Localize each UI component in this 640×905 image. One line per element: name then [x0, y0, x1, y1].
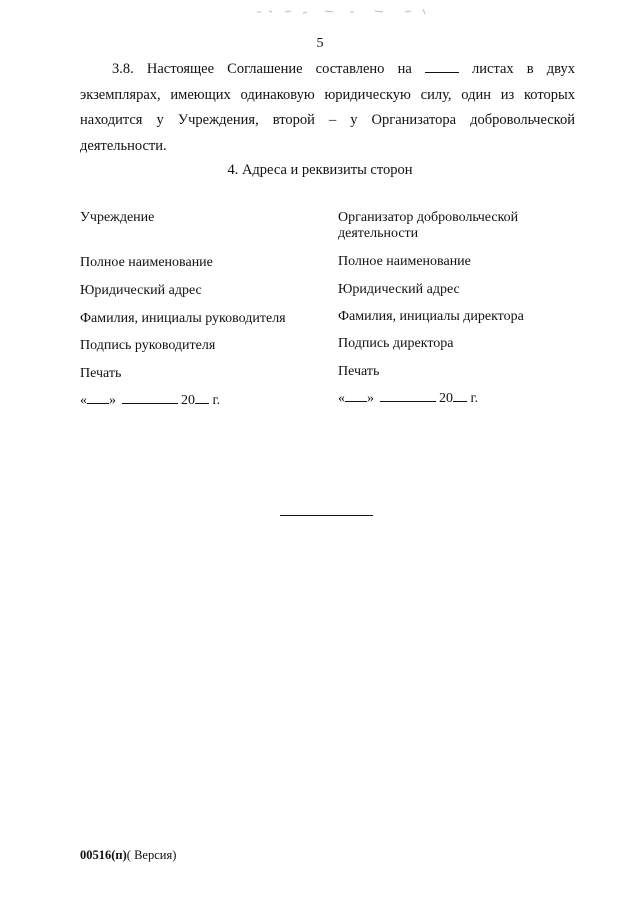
date-day-blank — [345, 401, 367, 402]
date-quote-close: » — [367, 391, 374, 406]
scan-noise-mark — [255, 6, 435, 16]
organizer-full-name: Полное наименование — [338, 254, 471, 269]
institution-stamp: Печать — [80, 366, 122, 381]
organizer-legal-address: Юридический адрес — [338, 282, 460, 297]
date-quote-open: « — [80, 393, 87, 408]
organizer-stamp: Печать — [338, 364, 380, 379]
organizer-party: Организатор добровольческой деятельности — [338, 210, 519, 241]
organizer-head-name: Фамилия, инициалы директора — [338, 309, 524, 324]
institution-full-name: Полное наименование — [80, 255, 213, 270]
date-month-blank — [122, 403, 178, 404]
end-separator-line — [280, 515, 373, 516]
date-quote-close: » — [109, 393, 116, 408]
institution-legal-address: Юридический адрес — [80, 283, 202, 298]
document-version: ( Версия) — [126, 848, 177, 862]
date-year-prefix: 20 — [439, 391, 453, 406]
organizer-signature: Подпись директора — [338, 336, 454, 351]
date-year-blank — [195, 403, 209, 404]
institution-party: Учреждение — [80, 210, 155, 225]
institution-signature: Подпись руководителя — [80, 338, 216, 353]
date-quote-open: « — [338, 391, 345, 406]
date-day-blank — [87, 403, 109, 404]
sheets-blank — [425, 72, 459, 73]
institution-head-name: Фамилия, инициалы руководителя — [80, 311, 286, 326]
document-code: 00516(п) — [80, 848, 127, 862]
date-year-suffix: г. — [212, 393, 221, 408]
paragraph-part1: 3.8. Настоящее Соглашение составлено на — [112, 61, 412, 77]
institution-date-line — [80, 393, 325, 409]
organizer-date-line — [338, 391, 593, 407]
section-title: 4. Адреса и реквизиты сторон — [227, 162, 413, 178]
date-year-blank — [453, 401, 467, 402]
page-number: 5 — [316, 36, 324, 51]
date-year-prefix: 20 — [181, 393, 195, 408]
paragraph-part2: листах в двух экземплярах, имеющих одинаковую юридическую силу, один из которых находится у Учреждения, второй – у Организатора добровольческой деятельности. — [80, 61, 576, 154]
agreement-paragraph — [80, 57, 575, 159]
date-month-blank — [380, 401, 436, 402]
document-footer — [80, 848, 176, 863]
date-year-suffix: г. — [470, 391, 479, 406]
